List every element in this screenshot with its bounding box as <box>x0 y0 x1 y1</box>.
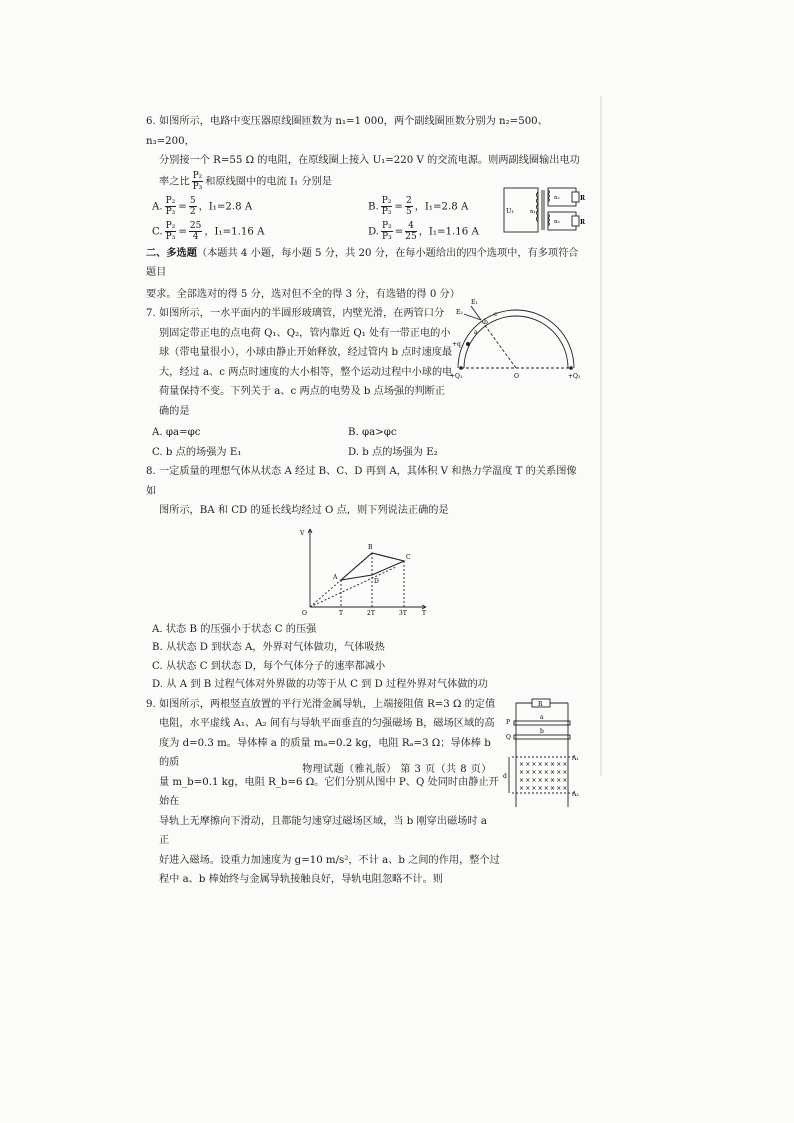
ratio-den: P₃ <box>381 206 392 217</box>
option-current: ，I₁=2.8 A <box>414 201 469 212</box>
q1-label: +Q₁ <box>450 373 463 380</box>
q6-stem-line2: 分别接一个 R=55 Ω 的电阻，在原线圈上接入 U₁=220 V 的交流电源。则两副线圈输出电功 <box>159 155 580 166</box>
option-label: D. <box>348 446 360 458</box>
r-label: R <box>580 195 585 202</box>
rails-magnetic-field-figure <box>502 697 586 809</box>
field-cross-mark: × <box>525 784 531 792</box>
q8-options <box>152 621 586 695</box>
field-cross-mark: × <box>525 768 531 776</box>
option-text: φa=φc <box>165 427 201 438</box>
t-axis-label: T <box>422 609 427 617</box>
field-cross-mark: × <box>537 760 543 768</box>
value-num: 5 <box>189 195 196 206</box>
section-rule-line2: 要求。全部选对的得 5 分，选对但不全的得 3 分，有选错的得 0 分） <box>146 288 460 300</box>
q8-option-c[interactable] <box>152 658 586 677</box>
state-b-label: B <box>368 543 373 551</box>
question-9 <box>146 695 586 890</box>
page-fold-shadow <box>600 96 602 776</box>
value-num: 4 <box>405 221 416 232</box>
q7-line: 7. 如图所示，一水平面内的半圆形玻璃管，内壁光滑，在两管口分 <box>146 308 445 319</box>
n3-label: n₃ <box>554 219 560 225</box>
q8-line: 8. 一定质量的理想气体从状态 A 经过 B、C、D 再到 A，其体积 V 和热力学温度 T 的关系图像如 <box>146 466 577 497</box>
option-label: C. <box>152 226 163 237</box>
option-label: D. <box>152 679 164 690</box>
q7-option-b[interactable] <box>348 423 528 443</box>
q6-option-a[interactable]: A. $\frac{\text{P₂}}{\text{P₃}}$ = $\frac{5}{2}$ ，I₁=2.8 A <box>152 195 253 217</box>
option-ratio <box>381 221 393 242</box>
n1-label: n₁ <box>530 209 536 215</box>
r-label: R <box>538 700 543 708</box>
v-axis-label: V <box>300 529 305 537</box>
semicircle-tube-figure <box>448 296 586 380</box>
page-footer: 物理试题（雅礼版） 第 3 页（共 8 页） <box>302 764 492 775</box>
option-label: B. <box>368 201 379 212</box>
field-cross-mark: × <box>531 760 537 768</box>
tick-2t: 2T <box>367 609 375 617</box>
tick-t: T <box>339 609 344 617</box>
q8-figure-area <box>146 521 586 619</box>
field-cross-mark: × <box>531 784 537 792</box>
option-ratio <box>381 196 393 217</box>
field-cross-mark: × <box>537 768 543 776</box>
q9-line: 程中 a、b 棒始终与金属导轨接触良好，导轨电阻忽略不计。则 <box>159 874 443 885</box>
q7-line: 别固定带正电的点电荷 Q₁、Q₂，管内靠近 Q₁ 处有一带正电的小 <box>159 327 451 339</box>
q9-line: 好进入磁场。设重力加速度为 g=10 m/s²，不计 a、b 之间的作用，整个过 <box>159 854 500 866</box>
ball-icon <box>466 342 470 346</box>
ratio-num: P₂ <box>165 220 176 231</box>
n2-label: n₂ <box>554 195 560 201</box>
point-a-label: a <box>474 329 478 336</box>
charge-q2-icon <box>569 366 573 370</box>
option-text: 从 A 到 B 过程气体对外界做的功等于从 C 到 D 过程外界对气体做的功 <box>166 679 488 690</box>
q9-line: 9. 如图所示，两根竖直放置的平行光滑金属导轨，上端接阻值 R=3 Ω 的定值 <box>146 698 496 710</box>
option-text: φa>φc <box>361 427 397 438</box>
question-6 <box>146 112 586 242</box>
field-cross-mark: × <box>531 768 537 776</box>
extension-cd-dashed <box>310 567 396 607</box>
e2-label: E₂ <box>456 309 463 316</box>
transformer-circuit-figure <box>498 182 584 238</box>
field-cross-mark: × <box>543 776 549 784</box>
tick-3t: 3T <box>399 609 407 617</box>
option-ratio <box>165 196 177 217</box>
field-cross-mark: × <box>543 768 549 776</box>
field-cross-mark: × <box>537 784 543 792</box>
q6-option-b[interactable]: B. $\frac{\text{P₂}}{\text{P₃}}$ = $\frac{2}{5}$ ，I₁=2.8 A <box>368 195 469 217</box>
option-value <box>405 221 416 242</box>
q9-line: 度为 d=0.3 m。导体棒 a 的质量 mₐ=0.2 kg，电阻 Rₐ=3 Ω；导体棒 b 的质 <box>159 737 491 768</box>
option-current: ，I₁=2.8 A <box>198 201 253 212</box>
q6-option-c[interactable]: C. $\frac{\text{P₂}}{\text{P₃}}$ = $\frac{25}{4}$ ，I₁=1.16 A <box>152 220 265 242</box>
rod-a <box>514 721 570 725</box>
field-cross-mark: × <box>543 760 549 768</box>
resistor-icon <box>572 192 579 202</box>
option-ratio <box>165 221 177 242</box>
q9-line: 量 m_b=0.1 kg，电阻 R_b=6 Ω。它们分别从图中 P、Q 处同时由静止开始在 <box>159 776 499 807</box>
rod-b-label: b <box>540 727 544 735</box>
field-cross-mark: × <box>550 760 556 768</box>
field-cross-mark: × <box>537 776 543 784</box>
value-num: 2 <box>405 195 412 206</box>
field-cross-mark: × <box>556 760 562 768</box>
q6-stem-line1: 6. 如图所示，电路中变压器原线圈匝数为 n₁=1 000，两个副线圈匝数分别为 n₂=500、n₃=200， <box>146 116 548 147</box>
option-label: A. <box>152 201 163 212</box>
option-label: C. <box>152 660 163 672</box>
option-label: D. <box>368 226 380 237</box>
q7-line: 球（带电量很小），小球由静止开始释放，经过管内 b 点时速度最 <box>159 347 453 358</box>
field-cross-mark: × <box>562 760 568 768</box>
tube-inner-wall <box>464 316 568 368</box>
option-text: 从状态 C 到状态 D，每个气体分子的速率都减小 <box>165 660 386 672</box>
field-cross-mark: × <box>525 776 531 784</box>
option-current: ，I₁=1.16 A <box>418 226 479 237</box>
field-cross-mark: × <box>562 784 568 792</box>
q8-option-d[interactable] <box>152 676 586 695</box>
option-label: A. <box>152 427 163 438</box>
q8-line: 图所示，BA 和 CD 的延长线均经过 O 点，则下列说法正确的是 <box>159 505 449 516</box>
rod-a-label: a <box>540 713 544 721</box>
a1-label: A₁ <box>572 754 579 762</box>
section-title: 二、多选题 <box>146 246 197 259</box>
field-cross-mark: × <box>543 784 549 792</box>
field-cross-mark: × <box>556 784 562 792</box>
a2-label: A₂ <box>572 790 579 798</box>
field-cross-mark: × <box>550 776 556 784</box>
field-cross-mark: × <box>519 784 525 792</box>
q-label: Q <box>506 733 511 741</box>
q7-option-a[interactable] <box>152 423 348 443</box>
option-label: B. <box>348 427 359 438</box>
state-c-label: C <box>406 553 411 561</box>
option-label: C. <box>152 446 163 458</box>
option-value <box>189 221 202 242</box>
field-cross-mark: × <box>562 776 568 784</box>
question-7 <box>146 299 586 462</box>
charge-q1-icon <box>459 366 463 370</box>
option-value <box>189 196 197 217</box>
origin-label: O <box>302 609 307 617</box>
ratio-den: P₃ <box>165 206 176 217</box>
p-label: P <box>506 718 511 726</box>
q6-stem-text: 率之比 <box>159 176 190 187</box>
rod-b <box>514 735 570 739</box>
radius-dashed <box>481 320 516 368</box>
q7-line: 确的是 <box>159 405 190 417</box>
q6-option-d[interactable]: D. $\frac{\text{P₂}}{\text{P₃}}$ = $\frac{4}{25}$ ，I₁=1.16 A <box>368 220 479 242</box>
cycle-abcd <box>341 553 404 580</box>
option-value <box>405 196 413 217</box>
q7-option-d[interactable] <box>348 443 528 463</box>
field-cross-mark: × <box>519 768 525 776</box>
field-cross-mark: × <box>556 768 562 776</box>
point-c-label: c <box>494 311 498 318</box>
v-t-graph <box>296 525 432 617</box>
option-text: 状态 B 的压强小于状态 C 的压强 <box>165 623 317 635</box>
q6-stem-tail: 和原线圈中的电流 I₁ 分别是 <box>205 176 332 187</box>
value-den: 25 <box>405 231 417 242</box>
resistor-icon <box>572 216 579 226</box>
q9-line: 导轨上无摩擦向下滑动，且都能匀速穿过磁场区域，当 b 刚穿出磁场时 a 正 <box>159 815 487 846</box>
field-cross-mark: × <box>550 768 556 776</box>
point-b-label: b <box>484 319 488 326</box>
tube-outer-wall <box>458 310 574 368</box>
e1-label: E₁ <box>471 299 478 306</box>
q6-power-ratio <box>192 171 204 192</box>
center-o-label: O <box>514 373 519 380</box>
value-den: 4 <box>192 231 199 242</box>
q8-option-b[interactable] <box>152 639 586 658</box>
d-label: d <box>503 772 507 780</box>
u1-label: U₁ <box>506 207 515 215</box>
state-d-label: D <box>374 577 379 585</box>
field-cross-mark: × <box>531 776 537 784</box>
ball-charge-label: +q <box>452 341 461 348</box>
field-cross-mark: × <box>550 784 556 792</box>
r-label: R <box>580 219 585 226</box>
field-cross-mark: × <box>562 768 568 776</box>
ratio-num: P₂ <box>381 195 392 206</box>
q6-ratio-den: P₃ <box>192 181 203 192</box>
option-text: b 点的场强为 E₂ <box>362 446 438 458</box>
q7-options <box>152 423 586 462</box>
q7-line: 荷量保持不变。下列关于 a、c 两点的电势及 b 点场强的判断正 <box>159 386 445 397</box>
ratio-den: P₃ <box>382 231 392 242</box>
section-2-header <box>146 244 586 283</box>
option-text: 从状态 D 到状态 A，外界对气体做功，气体吸热 <box>165 642 385 653</box>
q2-label: +Q₂ <box>568 373 581 380</box>
option-text: b 点的场强为 E₁ <box>165 446 242 458</box>
option-current: ，I₁=1.16 A <box>204 226 265 237</box>
value-den: 2 <box>189 206 196 217</box>
q7-line: 大，经过 a、c 两点时速度的大小相等，整个运动过程中小球的电 <box>159 366 453 378</box>
value-num: 25 <box>189 220 202 231</box>
ratio-num: P₂ <box>382 220 392 231</box>
option-label: A. <box>152 623 163 635</box>
field-cross-mark: × <box>519 776 525 784</box>
field-cross-mark: × <box>525 760 531 768</box>
option-label: B. <box>152 642 163 653</box>
field-cross-mark: × <box>556 776 562 784</box>
ratio-den: P₃ <box>165 231 176 242</box>
field-cross-mark: × <box>519 760 525 768</box>
question-8 <box>146 462 586 695</box>
q9-line: 电阻，水平虚线 A₁、A₂ 间有与导轨平面垂直的匀强磁场 B，磁场区域的高 <box>159 718 495 729</box>
section-rule-line1: （本题共 4 小题，每小题 5 分，共 20 分，在每小题给出的四个选项中，有多项符合题目 <box>146 247 579 278</box>
value-den: 5 <box>405 206 412 217</box>
q6-ratio-num: P₂ <box>192 170 203 181</box>
state-a-label: A <box>333 573 338 581</box>
q7-option-c[interactable] <box>152 443 348 463</box>
ratio-num: P₂ <box>165 195 176 206</box>
q8-option-a[interactable] <box>152 621 586 640</box>
